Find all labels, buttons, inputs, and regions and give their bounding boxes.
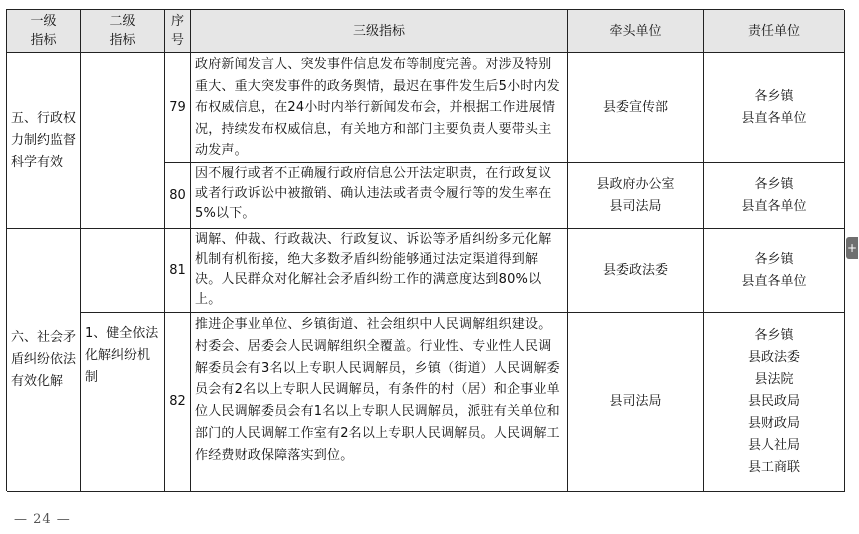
resp-unit-name: 县法院 [754, 372, 794, 387]
seq-text: 80 [169, 187, 186, 203]
header-lead-unit-text: 牵头单位 [609, 23, 662, 39]
group-1-level1 [7, 53, 81, 229]
header-level2-text: 二级 指标 [109, 14, 136, 48]
row-81-text [191, 229, 568, 313]
header-level3-text: 三级指标 [352, 23, 405, 39]
indicator-text: 政府新闻发言人、突发事件信息发布等制度完善。对涉及特别重大、重大突发事件的政务舆情，最迟在事件发生后5小时内发布权威信息，在24小时内举行新闻发布会，并根据工作进展情况，持续发布权威信息，有关地方和部门主要负责人要带头主动发声。 [195, 57, 560, 158]
group-1-level1-text: 五、行政权力制约监督科学有效 [11, 110, 77, 170]
resp-unit-name: 各乡镇 [754, 176, 794, 192]
row-82-seq [165, 313, 191, 492]
header-seq-text: 序 号 [170, 14, 184, 48]
row-79-seq [165, 53, 191, 163]
group-2-level2 [81, 229, 165, 313]
lead-unit-name: 县司法局 [609, 198, 662, 214]
row-80-text [191, 163, 568, 229]
header-level3 [191, 10, 568, 53]
row-79-resp [704, 53, 845, 163]
page-number: — 24 — [14, 512, 71, 527]
indicator-text: 因不履行或者不正确履行政府信息公开法定职责，在行政复议或者行政诉讼中被撤销、确认违法或者责令履行等的发生率在5%以下。 [195, 166, 552, 221]
row-79-text [191, 53, 568, 163]
row-80-resp [704, 163, 845, 229]
row-80-lead [568, 163, 704, 229]
group-2-level1-text: 六、社会矛盾纠纷依法有效化解 [11, 330, 77, 389]
resp-unit-name: 县民政局 [747, 394, 800, 409]
expand-side-tab[interactable]: + [846, 237, 858, 259]
resp-unit-name: 各乡镇 [754, 88, 794, 104]
header-level1-text: 一级 指标 [30, 14, 57, 48]
indicator-text: 调解、仲裁、行政裁决、行政复议、诉讼等矛盾纠纷多元化解机制有机衔接，绝大多数矛盾纠纷能够通过法定渠道得到解决。人民群众对化解社会矛盾纠纷工作的满意度达到80%以上。 [195, 232, 552, 307]
seq-text: 81 [169, 262, 186, 278]
row-82-resp [704, 313, 845, 492]
header-resp-unit-text: 责任单位 [747, 23, 800, 39]
header-seq [165, 10, 191, 53]
row-82-text [191, 313, 568, 492]
lead-unit-name: 县委宣传部 [602, 99, 668, 115]
header-level2 [81, 10, 165, 53]
resp-unit-name: 县工商联 [747, 460, 800, 475]
resp-unit-name: 各乡镇 [754, 251, 794, 267]
header-resp-unit [704, 10, 845, 53]
row-82-lead [568, 313, 704, 492]
group-1-level2 [81, 53, 165, 229]
group-2-level1 [7, 229, 81, 492]
lead-unit-name: 县委政法委 [602, 262, 668, 278]
resp-unit-name: 县直各单位 [741, 110, 807, 126]
header-level1 [7, 10, 81, 53]
resp-unit-name: 各乡镇 [754, 328, 794, 343]
row-80-seq [165, 163, 191, 229]
resp-unit-name: 县直各单位 [741, 198, 807, 214]
resp-unit-name: 县财政局 [747, 416, 800, 431]
group-2-level2-mechanism [81, 313, 165, 492]
indicator-text: 推进企事业单位、乡镇街道、社会组织中人民调解组织建设。村委会、居委会人民调解组织全覆盖。行业性、专业性人民调解委员会有3名以上专职人民调解员，乡镇（街道）人民调解委员会有2名以上专职人民调解员，有条件的村（居）和企事业单位人民调解委员会有1名以上专职人民调解员，派驻有关单位和部门的人民调解工作室有2名以上专职人民调解员。人民调解工作经费财政保障落实到位。 [195, 317, 560, 463]
lead-unit-name: 县政府办公室 [596, 176, 675, 192]
seq-text: 79 [169, 99, 186, 115]
row-81-resp [704, 229, 845, 313]
row-81-lead [568, 229, 704, 313]
header-lead-unit [568, 10, 704, 53]
resp-unit-name: 县人社局 [747, 438, 800, 453]
resp-unit-name: 县直各单位 [741, 273, 807, 289]
group-2-level2-text: 1、健全依法化解纠纷机制 [85, 326, 159, 385]
resp-unit-name: 县政法委 [747, 350, 800, 365]
row-81-seq [165, 229, 191, 313]
seq-text: 82 [169, 394, 186, 409]
row-79-lead [568, 53, 704, 163]
indicator-table [6, 9, 844, 491]
lead-unit-name: 县司法局 [609, 394, 662, 409]
